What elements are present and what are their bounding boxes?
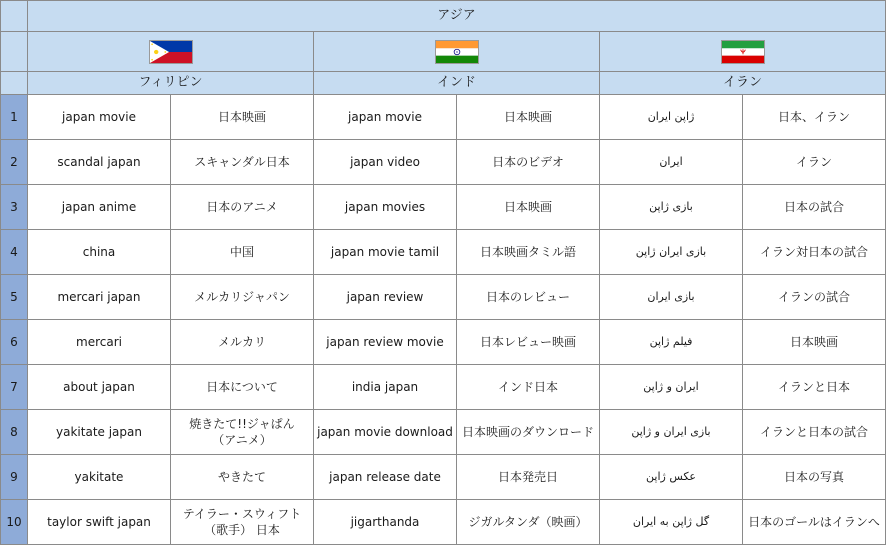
india-translation: 日本のビデオ — [457, 140, 600, 185]
india-query: india japan — [314, 365, 457, 410]
country-header-iran: イラン — [600, 72, 886, 95]
philippines-translation: 日本のアニメ — [171, 185, 314, 230]
philippines-query: yakitate japan — [28, 410, 171, 455]
philippines-translation: 日本映画 — [171, 95, 314, 140]
iran-query: ایران و ژاپن — [600, 365, 743, 410]
iran-query: ایران — [600, 140, 743, 185]
philippines-translation: 中国 — [171, 230, 314, 275]
india-query: japan movies — [314, 185, 457, 230]
philippines-translation: メルカリジャパン — [171, 275, 314, 320]
philippines-translation — [171, 500, 314, 545]
philippines-query: mercari — [28, 320, 171, 365]
india-translation: 日本映画 — [457, 185, 600, 230]
iran-flag-icon — [721, 40, 765, 64]
iran-translation: 日本、イラン — [743, 95, 886, 140]
flag-cell-india — [314, 32, 600, 72]
iran-query: عکس ژاپن — [600, 455, 743, 500]
india-query: japan review movie — [314, 320, 457, 365]
india-query: jigarthanda — [314, 500, 457, 545]
iran-translation: イランと日本 — [743, 365, 886, 410]
india-translation: 日本映画のダウンロード — [457, 410, 600, 455]
iran-translation: イランと日本の試合 — [743, 410, 886, 455]
rank-cell: 4 — [1, 230, 28, 275]
table-row — [1, 455, 886, 500]
iran-translation: イラン — [743, 140, 886, 185]
country-header-india: インド — [314, 72, 600, 95]
flag-cell-iran — [600, 32, 886, 72]
iran-query: فیلم ژاپن — [600, 320, 743, 365]
rank-cell: 7 — [1, 365, 28, 410]
corner-cell — [1, 1, 28, 32]
corner-cell — [1, 32, 28, 72]
india-flag-icon — [435, 40, 479, 64]
iran-translation: 日本の写真 — [743, 455, 886, 500]
iran-translation: イラン対日本の試合 — [743, 230, 886, 275]
iran-query: بازی ایران — [600, 275, 743, 320]
india-query: japan movie tamil — [314, 230, 457, 275]
table-row — [1, 95, 886, 140]
region-header: アジア — [28, 1, 886, 32]
philippines-translation: メルカリ — [171, 320, 314, 365]
philippines-query: about japan — [28, 365, 171, 410]
rank-cell: 8 — [1, 410, 28, 455]
philippines-query: taylor swift japan — [28, 500, 171, 545]
rank-cell: 2 — [1, 140, 28, 185]
philippines-query: japan movie — [28, 95, 171, 140]
india-translation: 日本発売日 — [457, 455, 600, 500]
rank-cell: 3 — [1, 185, 28, 230]
iran-query: بازی ژاپن — [600, 185, 743, 230]
india-query: japan video — [314, 140, 457, 185]
iran-query: بازی ایران و ژاپن — [600, 410, 743, 455]
iran-translation: 日本の試合 — [743, 185, 886, 230]
india-query: japan movie — [314, 95, 457, 140]
translation-line: テイラー・スウィフト — [182, 506, 302, 521]
rank-cell: 6 — [1, 320, 28, 365]
india-query: japan movie download — [314, 410, 457, 455]
table-row — [1, 275, 886, 320]
philippines-query: mercari japan — [28, 275, 171, 320]
philippines-query: japan anime — [28, 185, 171, 230]
translation-line: 焼きたて!!ジャぱん — [189, 416, 295, 431]
philippines-query: china — [28, 230, 171, 275]
table-row — [1, 320, 886, 365]
philippines-query: yakitate — [28, 455, 171, 500]
table-row — [1, 365, 886, 410]
india-query: japan review — [314, 275, 457, 320]
iran-translation: 日本映画 — [743, 320, 886, 365]
india-translation: ジガルタンダ（映画） — [457, 500, 600, 545]
india-translation: 日本映画 — [457, 95, 600, 140]
philippines-translation: スキャンダル日本 — [171, 140, 314, 185]
translation-line: （歌手） 日本 — [204, 523, 280, 537]
india-query: japan release date — [314, 455, 457, 500]
table-row — [1, 500, 886, 545]
philippines-query: scandal japan — [28, 140, 171, 185]
philippines-translation — [171, 410, 314, 455]
philippines-translation: やきたて — [171, 455, 314, 500]
rank-cell: 5 — [1, 275, 28, 320]
iran-query: ژاپن ایران — [600, 95, 743, 140]
corner-cell — [1, 72, 28, 95]
india-translation: インド日本 — [457, 365, 600, 410]
table-row — [1, 410, 886, 455]
iran-query: گل ژاپن به ایران — [600, 500, 743, 545]
philippines-flag-icon — [149, 40, 193, 64]
translation-line: （アニメ） — [212, 433, 272, 447]
india-translation: 日本映画タミル語 — [457, 230, 600, 275]
iran-translation: イランの試合 — [743, 275, 886, 320]
table-row — [1, 230, 886, 275]
india-translation: 日本のレビュー — [457, 275, 600, 320]
table-row — [1, 185, 886, 230]
rank-cell: 10 — [1, 500, 28, 545]
rank-cell: 9 — [1, 455, 28, 500]
iran-query: بازی ایران ژاپن — [600, 230, 743, 275]
philippines-translation: 日本について — [171, 365, 314, 410]
country-header-philippines: フィリピン — [28, 72, 314, 95]
table-row — [1, 140, 886, 185]
flag-cell-philippines — [28, 32, 314, 72]
rank-cell: 1 — [1, 95, 28, 140]
india-translation: 日本レビュー映画 — [457, 320, 600, 365]
iran-translation: 日本のゴールはイランへ — [743, 500, 886, 545]
